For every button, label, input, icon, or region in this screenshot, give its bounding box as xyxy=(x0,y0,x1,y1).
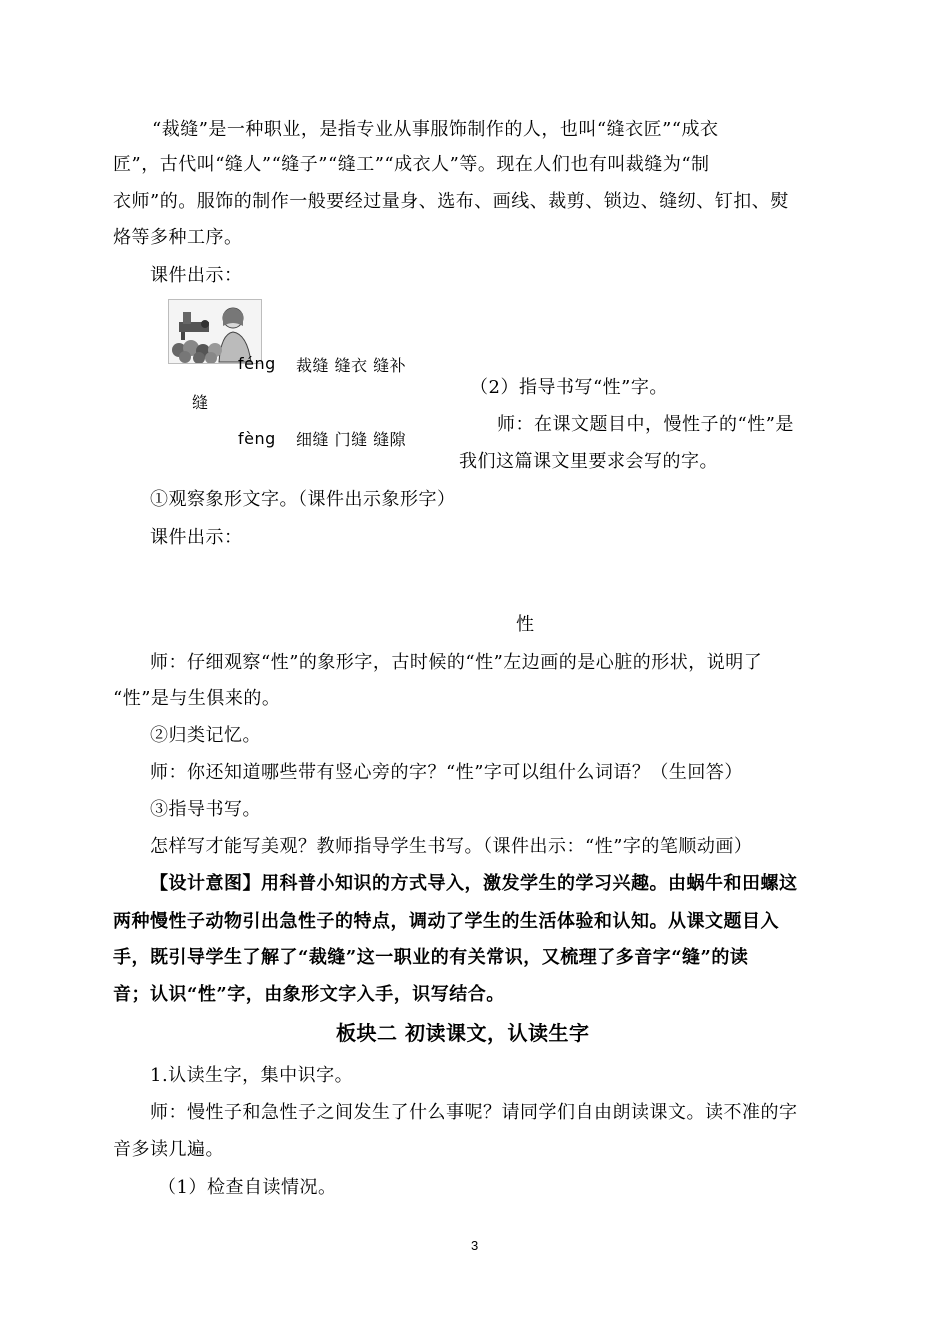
teacher-observe-line-2: “性”是与生俱来的。 xyxy=(113,688,281,709)
courseware-label-1: 课件出示： xyxy=(150,265,243,286)
guide-xing-title: （2）指导书写“性”字。 xyxy=(470,377,668,398)
section-2-title: 板块二 初读课文，认读生字 xyxy=(336,1021,590,1045)
words-feng-2: 裁缝 缝衣 缝补 xyxy=(296,356,407,375)
words-feng-4: 细缝 门缝 缝隙 xyxy=(296,430,407,449)
courseware-label-2: 课件出示： xyxy=(150,527,243,548)
design-intent-line-1: 【设计意图】用科普小知识的方式导入，激发学生的学习兴趣。由蜗牛和田螺这 xyxy=(150,873,798,894)
guide-writing: ③指导书写。 xyxy=(150,799,261,820)
design-intent-line-3: 手，既引导学生了解了“裁缝”这一职业的有关常识，又梳理了多音字“缝”的读 xyxy=(113,947,749,968)
check-reading: （1）检查自读情况。 xyxy=(158,1177,337,1198)
guide-xing-line-2: 我们这篇课文里要求会写的字。 xyxy=(459,451,718,472)
classify-memory: ②归类记忆。 xyxy=(150,725,261,746)
pinyin-feng-2: féng xyxy=(238,354,276,373)
observe-pictograph: ①观察象形文字。（课件出示象形字） xyxy=(150,489,456,510)
design-intent-line-2: 两种慢性子动物引出急性子的特点，调动了学生的生活体验和认知。从课文题目入 xyxy=(113,911,779,932)
teacher-observe-line-1: 师：仔细观察“性”的象形字，古时候的“性”左边画的是心脏的形状，说明了 xyxy=(150,652,763,673)
guide-xing-line-1: 师：在课文题目中，慢性子的“性”是 xyxy=(497,414,794,435)
teacher-ask: 师：你还知道哪些带有竖心旁的字？“性”字可以组什么词语？（生回答） xyxy=(150,762,743,783)
intro-line-3: 衣师”的。服饰的制作一般要经过量身、选布、画线、裁剪、锁边、缝纫、钉扣、熨 xyxy=(113,191,789,212)
char-feng: 缝 xyxy=(192,393,209,412)
pinyin-feng-4: fèng xyxy=(238,429,276,448)
teacher-read-line-2: 音多读几遍。 xyxy=(113,1139,224,1160)
page-number: 3 xyxy=(471,1238,479,1253)
xing-character: 性 xyxy=(516,614,535,635)
intro-line-2: 匠”，古代叫“缝人”“缝子”“缝工”“成衣人”等。现在人们也有叫裁缝为“制 xyxy=(113,154,710,175)
step-1: 1.认读生字，集中识字。 xyxy=(150,1065,354,1086)
how-to-write: 怎样写才能写美观？教师指导学生书写。（课件出示：“性”字的笔顺动画） xyxy=(150,836,753,857)
design-intent-line-4: 音；认识“性”字，由象形文字入手，识写结合。 xyxy=(113,984,505,1005)
intro-line-1: “裁缝”是一种职业，是指专业从事服饰制作的人，也叫“缝衣匠”“成衣 xyxy=(152,119,719,140)
teacher-read-line-1: 师：慢性子和急性子之间发生了什么事呢？请同学们自由朗读课文。读不准的字 xyxy=(150,1102,798,1123)
intro-line-4: 烙等多种工序。 xyxy=(113,227,243,248)
